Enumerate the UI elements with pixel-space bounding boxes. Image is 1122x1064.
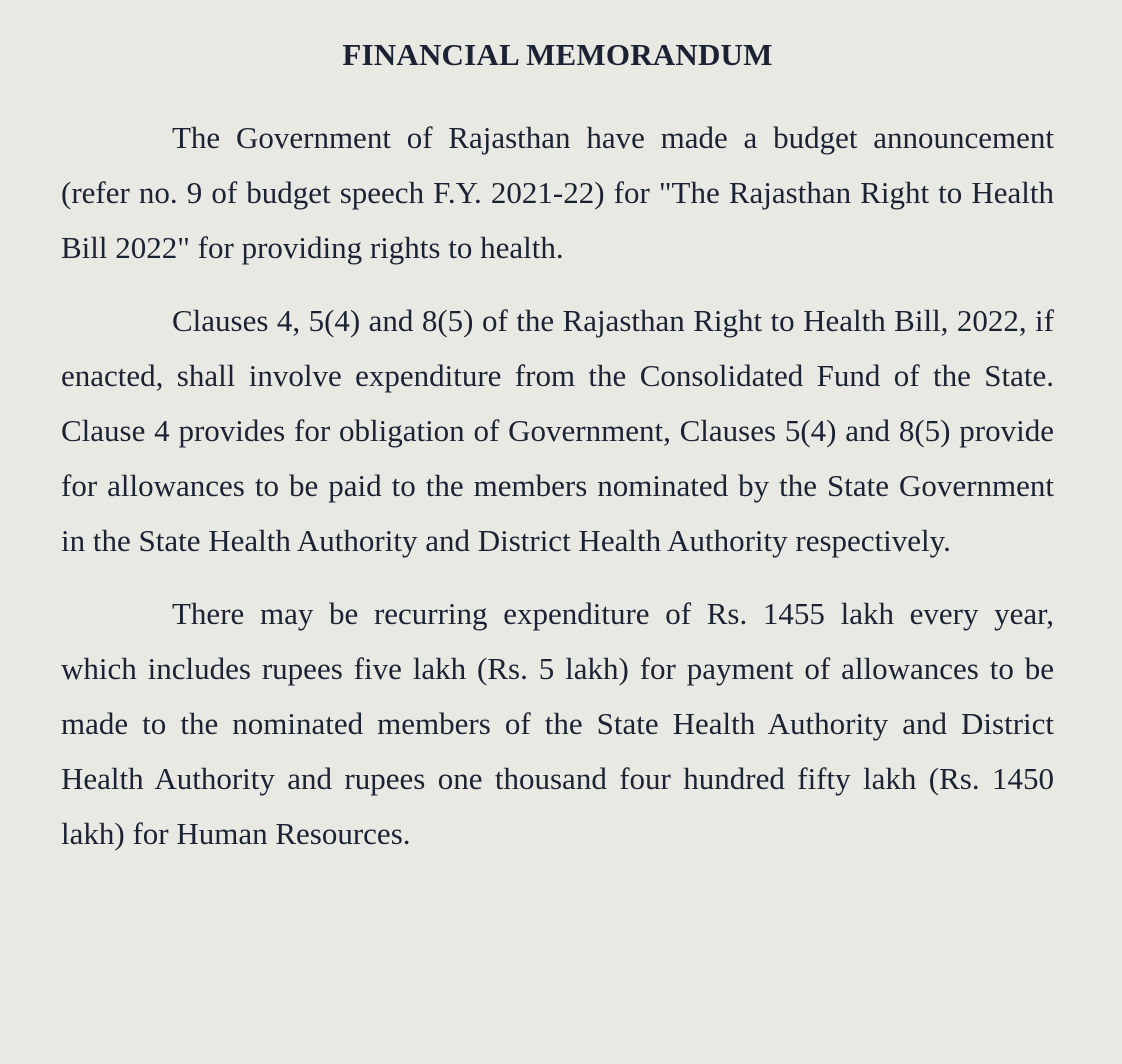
paragraph-recurring-expenditure: There may be recurring expenditure of Rs. 1455 lakh every year, which includes rupees five lakh (Rs. 5 lakh) for payment of allowances to be made to the nominated members of the State Health Authority and District Health Authority and rupees one thousand four hundred fifty lakh (Rs. 1450 lakh) for Human Resources. [61, 596, 1054, 851]
document-title: FINANCIAL MEMORANDUM [342, 37, 773, 72]
paragraph-clauses-expenditure: Clauses 4, 5(4) and 8(5) of the Rajasthan Right to Health Bill, 2022, if enacted, shall involve expenditure from the Consolidated Fund of the State. Clause 4 provides for obligation of Government, Clauses 5(4) and 8(5) provide for allowances to be paid to the members nominated by the State Government in the State Health Authority and District Health Authority respectively. [61, 303, 1054, 558]
paragraph-budget-announcement: The Government of Rajasthan have made a budget announcement (refer no. 9 of budget speech F.Y. 2021-22) for "The Rajasthan Right to Health Bill 2022" for providing rights to health. [61, 120, 1054, 265]
